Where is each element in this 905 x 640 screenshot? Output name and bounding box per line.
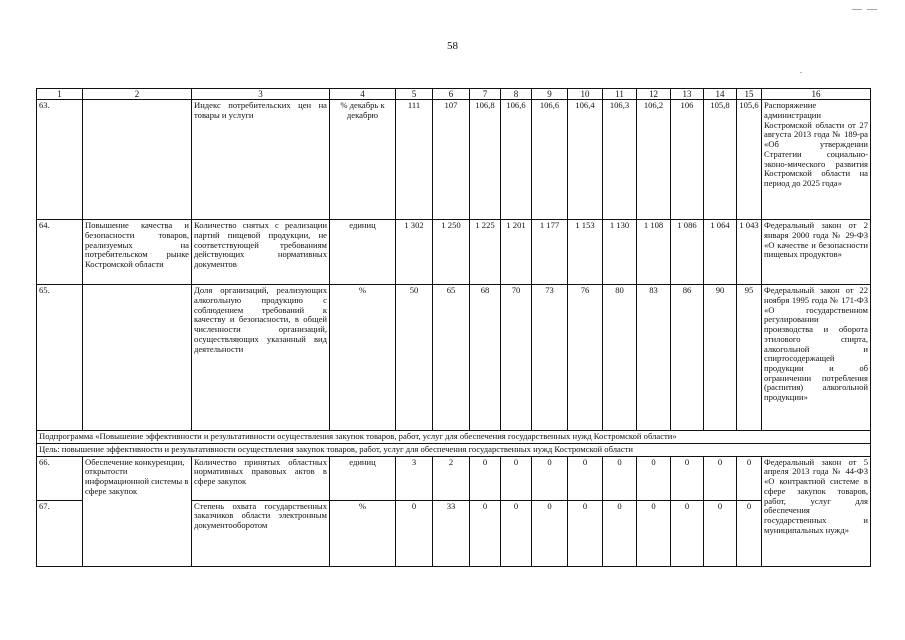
value-cell: 111: [396, 100, 433, 220]
scan-artifact: .: [800, 66, 802, 75]
value-cell: 1 130: [603, 220, 637, 285]
header-cell: 16: [762, 89, 871, 100]
header-cell: 15: [737, 89, 762, 100]
row-number: 66.: [37, 456, 83, 500]
value-cell: 106,8: [470, 100, 501, 220]
unit-cell: единиц: [330, 220, 396, 285]
unit-cell: % декабрь к декабрю: [330, 100, 396, 220]
value-cell: 0: [603, 500, 637, 566]
value-cell: 1 250: [433, 220, 470, 285]
value-cell: 105,8: [704, 100, 737, 220]
header-cell: 8: [501, 89, 532, 100]
value-cell: 0: [671, 500, 704, 566]
value-cell: 0: [637, 456, 671, 500]
indicator-cell: Индекс потребительских цен на товары и услуги: [192, 100, 330, 220]
value-cell: 65: [433, 285, 470, 431]
value-cell: 0: [704, 456, 737, 500]
value-cell: 0: [637, 500, 671, 566]
value-cell: 106,6: [501, 100, 532, 220]
header-cell: 10: [568, 89, 603, 100]
value-cell: 73: [532, 285, 568, 431]
value-cell: 106: [671, 100, 704, 220]
value-cell: 1 201: [501, 220, 532, 285]
header-cell: 7: [470, 89, 501, 100]
legal-basis-cell: Федеральный закон от 2 января 2000 года № 29-ФЗ «О качестве и безопасности пищевых продуктов»: [762, 220, 871, 285]
value-cell: 90: [704, 285, 737, 431]
row-number: 63.: [37, 100, 83, 220]
value-cell: 0: [470, 456, 501, 500]
header-cell: 14: [704, 89, 737, 100]
goal-cell: Повышение качества и безопасности товаров, реализуемых на потребительском рынке Костромской области: [83, 220, 192, 285]
header-cell: 5: [396, 89, 433, 100]
goal-cell: Обеспечение конкуренции, открытости информационной системы в сфере закупок: [83, 456, 192, 566]
indicator-cell: Количество снятых с реализации партий пищевой продукции, не соответствующей требованиям действующих нормативных документов: [192, 220, 330, 285]
legal-basis-cell: Федеральный закон от 5 апреля 2013 года № 44-ФЗ «О контрактной системе в сфере закупок товаров, работ, услуг для обеспечения государственных и муниципальных нужд»: [762, 456, 871, 566]
value-cell: 1 043: [737, 220, 762, 285]
value-cell: 3: [396, 456, 433, 500]
row-number: 67.: [37, 500, 83, 566]
header-cell: 11: [603, 89, 637, 100]
value-cell: 0: [737, 500, 762, 566]
value-cell: 106,6: [532, 100, 568, 220]
value-cell: 1 064: [704, 220, 737, 285]
header-cell: 9: [532, 89, 568, 100]
value-cell: 76: [568, 285, 603, 431]
row-number: 65.: [37, 285, 83, 431]
value-cell: 1 108: [637, 220, 671, 285]
value-cell: 68: [470, 285, 501, 431]
value-cell: 0: [737, 456, 762, 500]
scan-artifact: — —: [852, 4, 877, 15]
legal-basis-cell: Распоряжение администрации Костромской области от 27 августа 2013 года № 189-ра «Об утверждении Стратегии социально-эконо-мического развития Костромской области на период до 2025 года»: [762, 100, 871, 220]
value-cell: 1 302: [396, 220, 433, 285]
value-cell: 106,4: [568, 100, 603, 220]
goal-cell: [83, 100, 192, 220]
value-cell: 1 177: [532, 220, 568, 285]
indicator-cell: Доля организаций, реализующих алкогольную продукцию с соблюдением требований к качеству и безопасности, в общей численности организаций, осуществляющих указанный вид деятельности: [192, 285, 330, 431]
value-cell: 106,3: [603, 100, 637, 220]
value-cell: 33: [433, 500, 470, 566]
value-cell: 105,6: [737, 100, 762, 220]
header-cell: 6: [433, 89, 470, 100]
header-cell: 1: [37, 89, 83, 100]
value-cell: 70: [501, 285, 532, 431]
indicator-cell: Количество принятых областных нормативных правовых актов в сфере закупок: [192, 456, 330, 500]
value-cell: 107: [433, 100, 470, 220]
value-cell: 0: [470, 500, 501, 566]
value-cell: 106,2: [637, 100, 671, 220]
value-cell: 0: [501, 500, 532, 566]
value-cell: 0: [501, 456, 532, 500]
value-cell: 2: [433, 456, 470, 500]
value-cell: 0: [396, 500, 433, 566]
value-cell: 0: [532, 456, 568, 500]
header-cell: 12: [637, 89, 671, 100]
unit-cell: %: [330, 285, 396, 431]
value-cell: 80: [603, 285, 637, 431]
value-cell: 0: [568, 456, 603, 500]
subprogram-goal: Цель: повышение эффективности и результативности осуществления закупок товаров, работ, услуг для обеспечения государственных нужд Костромской области: [37, 444, 871, 457]
unit-cell: %: [330, 500, 396, 566]
value-cell: 1 153: [568, 220, 603, 285]
value-cell: 1 086: [671, 220, 704, 285]
indicator-cell: Степень охвата государственных заказчиков области электронным документооборотом: [192, 500, 330, 566]
header-cell: 2: [83, 89, 192, 100]
goal-row: [37, 444, 871, 457]
row-number: 64.: [37, 220, 83, 285]
subprogram-row: [37, 431, 871, 444]
header-cell: 3: [192, 89, 330, 100]
value-cell: 1 225: [470, 220, 501, 285]
value-cell: 0: [568, 500, 603, 566]
table-row: [37, 456, 871, 500]
header-row: [37, 89, 871, 100]
subprogram-title: Подпрограмма «Повышение эффективности и результативности осуществления закупок товаров, работ, услуг для обеспечения государственных нужд Костромской области»: [37, 431, 871, 444]
value-cell: 86: [671, 285, 704, 431]
value-cell: 95: [737, 285, 762, 431]
value-cell: 83: [637, 285, 671, 431]
table-row: [37, 100, 871, 220]
indicators-table: [36, 88, 871, 567]
legal-basis-cell: Федеральный закон от 22 ноября 1995 года № 171-ФЗ «О государственном регулировании производства и оборота этилового спирта, алкогольной и спиртосодержащей продукции и об ограничении потребления (распития) алкогольной продукции»: [762, 285, 871, 431]
header-cell: 4: [330, 89, 396, 100]
value-cell: 0: [671, 456, 704, 500]
indicators-table-wrapper: [36, 88, 870, 567]
goal-cell: [83, 285, 192, 431]
value-cell: 50: [396, 285, 433, 431]
page-number: 58: [447, 40, 458, 52]
table-row: [37, 285, 871, 431]
value-cell: 0: [704, 500, 737, 566]
header-cell: 13: [671, 89, 704, 100]
value-cell: 0: [532, 500, 568, 566]
unit-cell: единиц: [330, 456, 396, 500]
value-cell: 0: [603, 456, 637, 500]
table-row: [37, 220, 871, 285]
